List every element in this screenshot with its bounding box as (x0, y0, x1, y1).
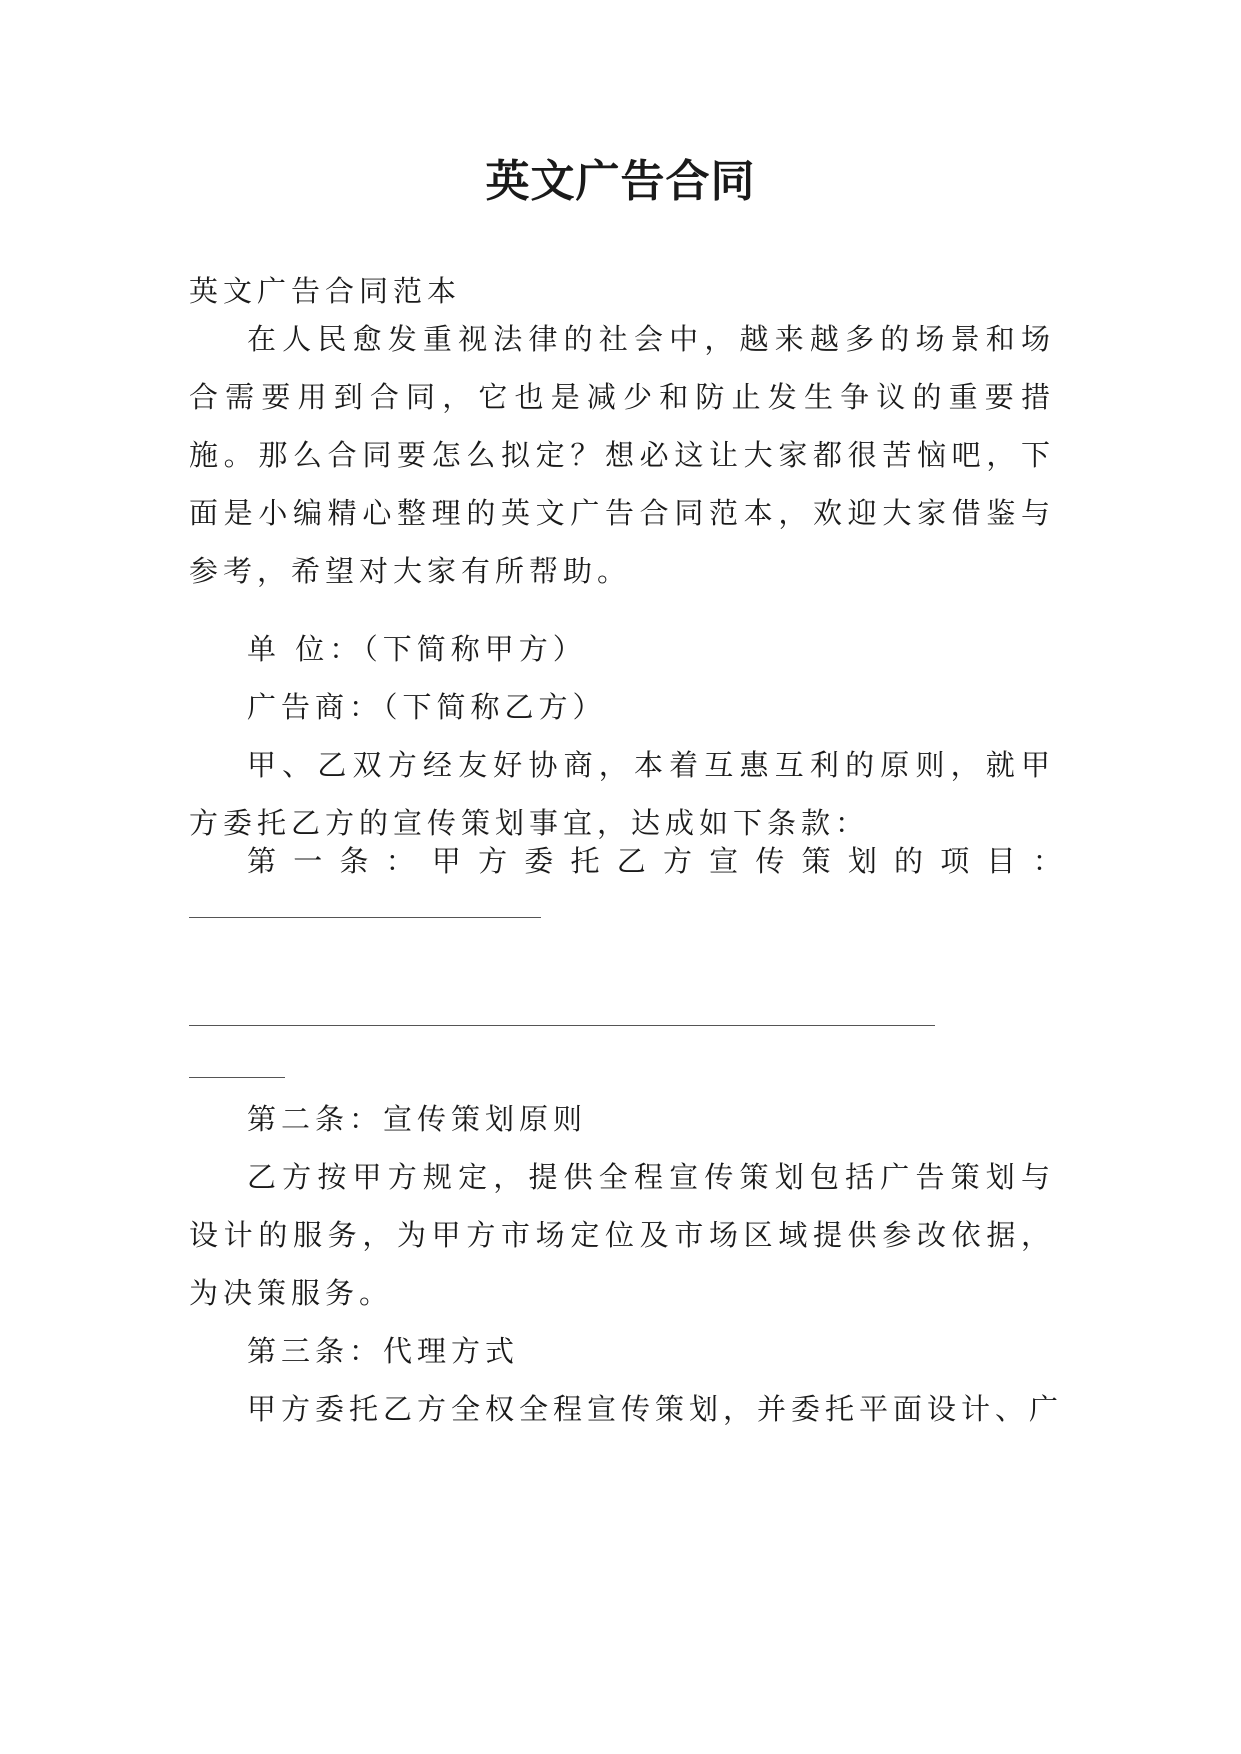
document-title: 英文广告合同 (485, 156, 756, 207)
party-b-line: 广告商：（下简称乙方） (247, 690, 607, 724)
blank-line-2 (189, 1025, 935, 1026)
article1-block (189, 832, 1066, 890)
blank-line-1 (189, 917, 541, 918)
parties-block (189, 620, 1055, 852)
article2-body: 乙方按甲方规定，提供全程宣传策划包括广告策划与设计的服务，为甲方市场定位及市场区域提供参改依据，为决策服务。 (189, 1160, 1055, 1310)
blank-line-3 (189, 1077, 285, 1078)
article3-heading: 第三条：代理方式 (247, 1334, 520, 1368)
article1-heading: 第 一 条 ： 甲 方 委 托 乙 方 宣 传 策 划 的 项 目 ： (247, 844, 1066, 878)
document-subtitle: 英文广告合同范本 (189, 274, 462, 308)
party-a-line: 单 位：（下简称甲方） (247, 632, 587, 666)
article2-heading: 第二条：宣传策划原则 (247, 1102, 588, 1136)
intro-paragraph: 在人民愈发重视法律的社会中，越来越多的场景和场合需要用到合同，它也是减少和防止发生争议的重要措施。那么合同要怎么拟定？想必这让大家都很苦恼吧，下面是小编精心整理的英文广告合同范本，欢迎大家借鉴与参考，希望对大家有所帮助。 (189, 322, 1055, 588)
article2-block (189, 1090, 1064, 1438)
article3-body: 甲方委托乙方全权全程宣传策划，并委托平面设计、广 (247, 1392, 1064, 1426)
preamble-paragraph: 甲、乙双方经友好协商，本着互惠互利的原则，就甲方委托乙方的宣传策划事宜，达成如下条款： (189, 748, 1055, 840)
intro-block (189, 310, 1055, 600)
